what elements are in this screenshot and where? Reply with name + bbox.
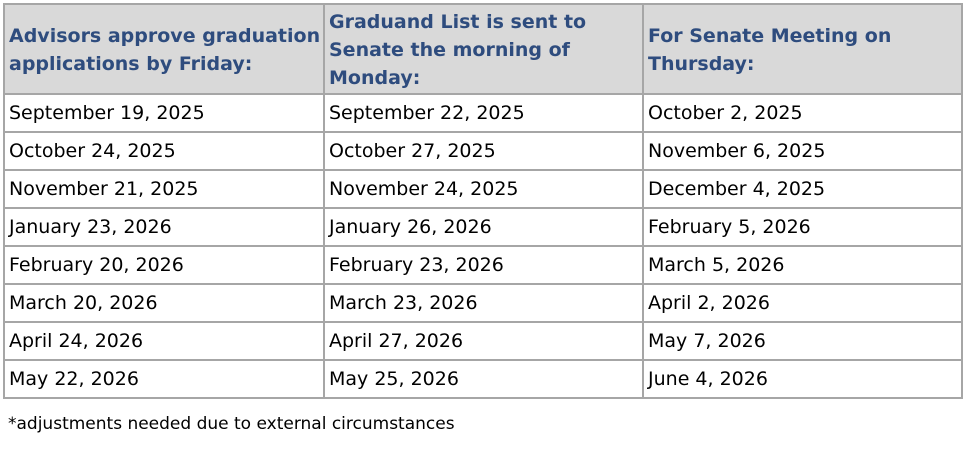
advisor-approval-date: November 21, 2025 bbox=[4, 170, 324, 208]
advisor-approval-date: March 20, 2026 bbox=[4, 284, 324, 322]
advisor-approval-date: April 24, 2026 bbox=[4, 322, 324, 360]
graduand-list-date: October 27, 2025 bbox=[324, 132, 643, 170]
graduand-list-date: November 24, 2025 bbox=[324, 170, 643, 208]
header-advisors-approve: Advisors approve graduation applications by Friday: bbox=[4, 4, 324, 94]
advisor-approval-date: October 24, 2025 bbox=[4, 132, 324, 170]
advisor-approval-date: February 20, 2026 bbox=[4, 246, 324, 284]
senate-meeting-date: April 2, 2026 bbox=[643, 284, 962, 322]
advisor-approval-date: September 19, 2025 bbox=[4, 94, 324, 132]
header-row bbox=[4, 4, 962, 94]
table-row bbox=[4, 170, 962, 208]
table-row bbox=[4, 246, 962, 284]
senate-meeting-date: June 4, 2026 bbox=[643, 360, 962, 398]
graduand-list-date: January 26, 2026 bbox=[324, 208, 643, 246]
senate-meeting-date: October 2, 2025 bbox=[643, 94, 962, 132]
graduation-schedule-table bbox=[3, 3, 963, 399]
table-row bbox=[4, 360, 962, 398]
senate-meeting-date: November 6, 2025 bbox=[643, 132, 962, 170]
advisor-approval-date: May 22, 2026 bbox=[4, 360, 324, 398]
graduand-list-date: February 23, 2026 bbox=[324, 246, 643, 284]
senate-meeting-date: May 7, 2026 bbox=[643, 322, 962, 360]
graduand-list-date: May 25, 2026 bbox=[324, 360, 643, 398]
table-row bbox=[4, 322, 962, 360]
header-senate-meeting: For Senate Meeting on Thursday: bbox=[643, 4, 962, 94]
senate-meeting-date: February 5, 2026 bbox=[643, 208, 962, 246]
graduand-list-date: April 27, 2026 bbox=[324, 322, 643, 360]
graduand-list-date: March 23, 2026 bbox=[324, 284, 643, 322]
graduand-list-date: September 22, 2025 bbox=[324, 94, 643, 132]
table-row bbox=[4, 94, 962, 132]
footnote: *adjustments needed due to external circumstances bbox=[8, 414, 455, 434]
table-row bbox=[4, 132, 962, 170]
table-row bbox=[4, 284, 962, 322]
advisor-approval-date: January 23, 2026 bbox=[4, 208, 324, 246]
senate-meeting-date: March 5, 2026 bbox=[643, 246, 962, 284]
header-graduand-list-sent: Graduand List is sent to Senate the morning of Monday: bbox=[324, 4, 643, 94]
table-row bbox=[4, 208, 962, 246]
senate-meeting-date: December 4, 2025 bbox=[643, 170, 962, 208]
